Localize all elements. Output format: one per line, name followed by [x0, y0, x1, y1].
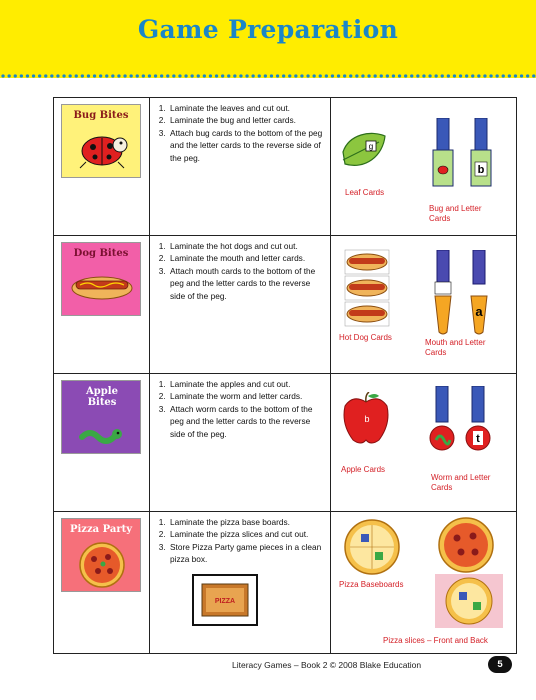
pizza-baseboard-image [341, 518, 403, 576]
table-row [54, 98, 517, 236]
dotted-border [0, 73, 536, 79]
peg-letter: a [475, 304, 483, 319]
worm-peg-image [427, 386, 457, 466]
apple-letter: b [364, 414, 370, 424]
step-item: 3. Store Pizza Party game pieces in a clean pizza box. [168, 541, 326, 566]
caption: Apple Cards [341, 465, 386, 474]
step-item: 2. Laminate the mouth and letter cards. [168, 252, 326, 264]
step-item: 2. Laminate the pizza slices and cut out. [168, 528, 326, 540]
peg-letter: b [477, 164, 485, 176]
card-title: Dog Bites [73, 248, 129, 259]
hot-dog-cards-image [343, 248, 393, 328]
pizza-image [435, 516, 497, 574]
footer-text: Literacy Games – Book 2 © 2008 Blake Education [232, 660, 422, 670]
step-item: 2. Laminate the bug and letter cards. [168, 114, 326, 126]
step-item: 1. Laminate the hot dogs and cut out. [168, 240, 326, 252]
caption: Leaf Cards [345, 188, 385, 197]
pizza-slices-image [435, 574, 503, 628]
game-card-apple-bites [61, 380, 141, 454]
page-number: 5 [488, 656, 512, 673]
game-card-bug-bites [61, 104, 141, 178]
hot-dog-icon [62, 243, 141, 316]
pizza-box-image [192, 574, 258, 626]
caption: Pizza Baseboards [339, 580, 404, 589]
worm-icon [62, 381, 141, 454]
pizza-box-label: PIZZA [214, 597, 236, 605]
step-item: 1. Laminate the apples and cut out. [168, 378, 326, 390]
card-title: Pizza Party [69, 524, 133, 535]
step-item: 1. Laminate the leaves and cut out. [168, 102, 326, 114]
step-list [150, 516, 326, 566]
game-card-pizza-party [61, 518, 141, 592]
step-list [150, 102, 326, 164]
table-row [54, 236, 517, 374]
pizza-icon [62, 519, 141, 592]
card-title: Bug Bites [73, 110, 129, 121]
bug-peg-image [429, 118, 457, 190]
caption: Hot Dog Cards [339, 333, 392, 342]
leaf-card-image [339, 128, 389, 173]
caption: Pizza slices – Front and Back [383, 636, 488, 645]
apple-card-image [341, 392, 391, 448]
preparation-table [53, 97, 517, 654]
caption: Bug and Letter Cards [429, 204, 482, 223]
mouth-peg-image [429, 250, 457, 336]
step-list [150, 240, 326, 302]
step-item: 3. Attach worm cards to the bottom of the peg and the letter cards to the reverse side of the peg. [168, 403, 326, 440]
table-row [54, 374, 517, 512]
step-item: 2. Laminate the worm and letter cards. [168, 390, 326, 402]
page-title: Game Preparation [137, 15, 399, 44]
game-card-dog-bites [61, 242, 141, 316]
step-list [150, 378, 326, 440]
step-item: 1. Laminate the pizza base boards. [168, 516, 326, 528]
letter-peg-image [463, 386, 493, 466]
caption: Worm and Letter Cards [431, 473, 491, 492]
letter-peg-image [467, 118, 495, 190]
table-row [54, 512, 517, 654]
card-title: Apple Bites [86, 386, 118, 408]
peg-letter: t [476, 433, 480, 445]
step-item: 3. Attach mouth cards to the bottom of the peg and the letter cards to the reverse side of the peg. [168, 265, 326, 302]
step-item: 3. Attach bug cards to the bottom of the peg and the letter cards to the reverse side of the peg. [168, 127, 326, 164]
leaf-letter: g [368, 142, 374, 151]
ladybug-icon [62, 105, 141, 178]
caption: Mouth and Letter Cards [425, 338, 486, 357]
letter-peg-image [465, 250, 493, 336]
